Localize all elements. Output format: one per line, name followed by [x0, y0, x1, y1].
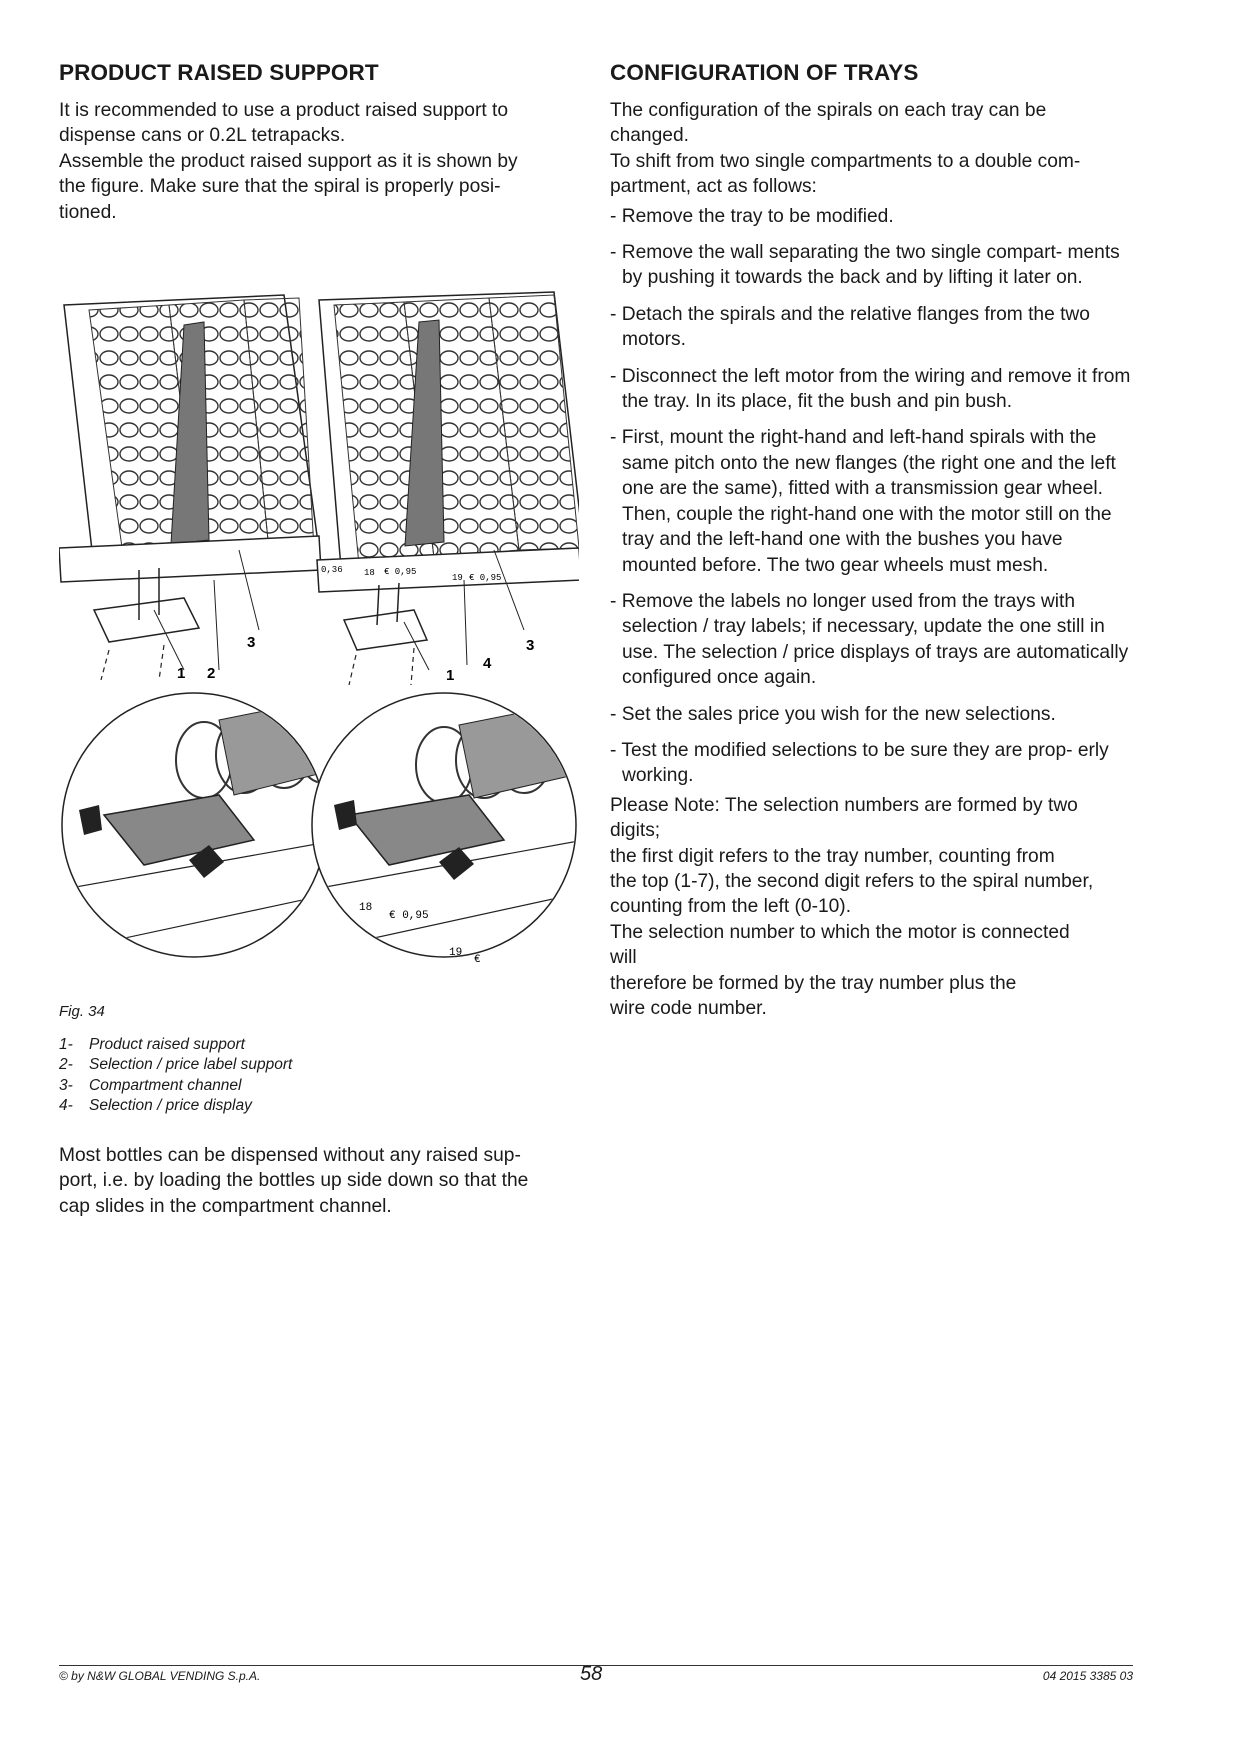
intro-line: To shift from two single compartments to a double com-	[610, 150, 1081, 172]
callout-1: 1	[177, 665, 186, 682]
intro-line: changed.	[610, 125, 689, 147]
please-note: Please Note: The selection numbers are formed by two digits; the first digit refers to the tray number, counting from the top (1-7), the second digit refers to the spiral number, counting from the left (0-10). The selection number to which the motor is connected will therefore be formed by the tray number plus the wire code number.	[610, 794, 1094, 1019]
section-heading-configuration: CONFIGURATION OF TRAYS	[610, 60, 919, 85]
step-item: - Remove the tray to be modified.	[610, 205, 894, 227]
step-item: - Set the sales price you wish for the new selections.	[610, 703, 1056, 725]
intro-line: The configuration of the spirals on each tray can be	[610, 100, 1047, 121]
detail-label: 19	[449, 947, 463, 959]
legend-item: 2- Selection / price label support	[59, 1056, 293, 1074]
tray-illustration	[59, 250, 579, 990]
intro-line: partment, act as follows:	[610, 176, 817, 198]
step-item: - Remove the labels no longer used from the trays with selection / tray labels; if necessary, update the one still in use. The selection / price displays of trays are automatically configured once again.	[610, 590, 1129, 689]
figure-34	[59, 250, 579, 990]
tray-label: 18	[364, 568, 375, 578]
figure-caption: Fig. 34	[59, 1003, 105, 1020]
figure-legend	[59, 1035, 292, 1116]
footer-copyright: © by N&W GLOBAL VENDING S.p.A.	[59, 1669, 261, 1683]
right-tray-drawing	[317, 292, 579, 685]
tray-label: € 0,95	[469, 573, 502, 583]
detail-circle-left	[59, 693, 352, 957]
tray-label: € 0,95	[384, 567, 417, 577]
bottles-paragraph: Most bottles can be dispensed without any raised sup- port, i.e. by loading the bottles up side down so that the cap slides in the compartment channel.	[59, 1145, 529, 1217]
step-item: - First, mount the right-hand and left-hand spirals with the same pitch onto the new flanges (the right one and the left one are the same), fitted with a transmission gear wheel. Then, couple the right-hand one with the motor still on the tray and the left-hand one with the bushes you have mounted before. The two gear wheels must mesh.	[610, 427, 1116, 576]
detail-circle-right	[309, 693, 579, 957]
left-column	[59, 60, 564, 225]
intro-line: tioned.	[59, 201, 117, 223]
document-code: 04 2015 3385 03	[1042, 1669, 1133, 1683]
intro-line: Assemble the product raised support as it is shown by	[59, 150, 518, 172]
callout-4: 4	[483, 655, 492, 672]
steps-list	[610, 204, 1140, 789]
step-item: - Test the modified selections to be sure they are prop- erly working.	[610, 739, 1109, 787]
detail-label: €	[474, 954, 481, 966]
step-item: - Remove the wall separating the two single compart- ments by pushing it towards the back and by lifting it later on.	[610, 242, 1120, 289]
section-heading-raised-support: PRODUCT RAISED SUPPORT	[59, 60, 379, 85]
page-number: 58	[580, 1663, 603, 1685]
left-tray-drawing	[59, 295, 321, 680]
tray-label: 19	[452, 573, 463, 583]
tray-label: 0,36	[321, 565, 343, 575]
callout-3: 3	[526, 637, 535, 654]
callout-1: 1	[446, 667, 455, 684]
legend-item: 4- Selection / price display	[59, 1096, 252, 1114]
intro-line: the figure. Make sure that the spiral is properly posi-	[59, 176, 501, 198]
legend-item: 1- Product raised support	[59, 1036, 245, 1053]
callout-2: 2	[207, 665, 216, 682]
step-item: - Disconnect the left motor from the wiring and remove it from the tray. In its place, fit the bush and pin bush.	[610, 365, 1131, 413]
intro-line: It is recommended to use a product raised support to	[59, 100, 509, 121]
step-item: - Detach the spirals and the relative flanges from the two motors.	[610, 303, 1090, 351]
intro-line: dispense cans or 0.2L tetrapacks.	[59, 125, 346, 147]
detail-label: 18	[359, 902, 373, 914]
detail-label: € 0,95	[389, 910, 429, 922]
legend-item: 3- Compartment channel	[59, 1076, 242, 1094]
callout-3: 3	[247, 634, 256, 651]
right-column	[610, 60, 1140, 1021]
